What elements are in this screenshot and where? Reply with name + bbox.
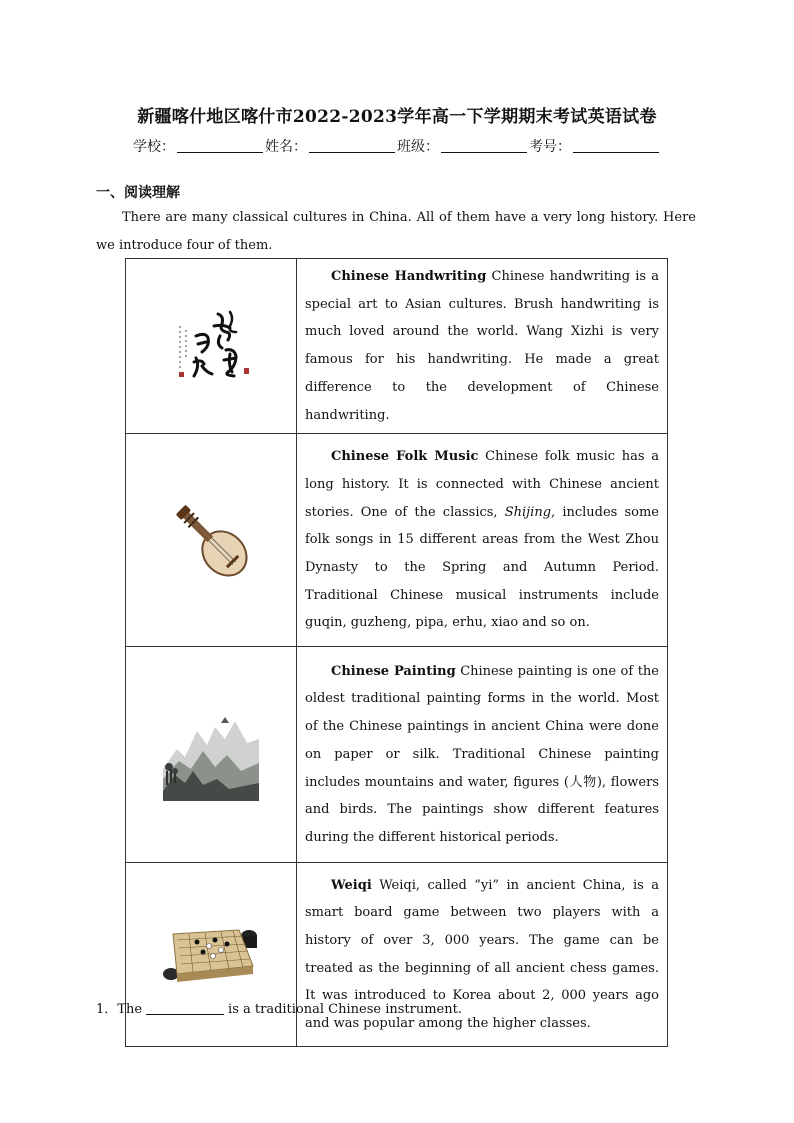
cultures-table [125,258,668,1047]
folk-music-heading: Chinese Folk Music [331,449,479,465]
painting-image-cell [126,647,297,863]
school-blank[interactable] [177,140,263,153]
weiqi-image-cell [126,863,297,1047]
school-label: 学校： [133,139,175,155]
answer-blank[interactable] [146,1002,224,1015]
weiqi-heading: Weiqi [331,877,372,893]
painting-body: Chinese painting is one of the oldest traditional painting forms in the world. Most of the Chinese paintings in ancient China were done on paper or silk. Traditional Chinese painting includes mountains and water, figures (人物), flowers and birds. The paintings show different features during the different historical periods. [305,663,659,845]
table-row [126,434,668,647]
name-label: 姓名： [265,139,307,155]
name-blank[interactable] [309,140,395,153]
weiqi-text-cell [297,863,668,1047]
page-title: 新疆喀什地区喀什市2022-2023学年高一下学期期末考试英语试卷 [137,107,657,127]
section-heading: 一、阅读理解 [96,185,180,201]
table-row [126,863,668,1047]
pipa-image-cell [126,434,297,647]
exam-no-label: 考号： [529,139,571,155]
landscape-painting-icon [163,709,259,801]
class-blank[interactable] [441,140,527,153]
question-text-before: The [117,1002,143,1017]
weiqi-body: Weiqi, called “yi” in ancient China, is a smart board game between two players with a history of over 3, 000 years. The game can be treated as the beginning of all ancient chess games. It was introduced to Korea about 2, 000 years ago and was popular among the higher classes. [305,877,659,1032]
exam-no-blank[interactable] [573,140,659,153]
pipa-icon [166,495,256,585]
calligraphy-icon [170,306,252,386]
folk-music-body-1: Chinese folk music has a long history. It is connected with Chinese ancient stories. One of the classics, [305,449,659,520]
question-1 [96,998,462,1017]
question-number: 1． [96,1002,118,1017]
class-label: 班级： [397,139,439,155]
painting-heading: Chinese Painting [331,663,456,679]
table-row [126,647,668,863]
student-info-line [0,136,794,156]
folk-music-text-cell [297,434,668,647]
folk-music-body-2: , includes some folk songs in 15 different areas from the West Zhou Dynasty to the Spring and Autumn Period. Traditional Chinese musical instruments include guqin, guzheng, pipa, erhu, xiao and so on. [305,504,659,631]
question-text-after: is a traditional Chinese instrument. [228,1002,462,1017]
table-row [126,259,668,434]
intro-paragraph [96,204,696,259]
handwriting-body: Chinese handwriting is a special art to Asian cultures. Brush handwriting is much loved around the world. Wang Xizhi is very famous for his handwriting. He made a great difference to the development of Chinese handwriting. [305,269,659,423]
handwriting-text-cell [297,259,668,434]
calligraphy-image-cell [126,259,297,434]
handwriting-heading: Chinese Handwriting [331,269,487,284]
intro-text: There are many classical cultures in China. All of them have a very long history. Here we introduce four of them. [96,210,696,253]
weiqi-board-icon [163,920,259,990]
shijing-title: Shijing [504,504,552,520]
painting-text-cell [297,647,668,863]
